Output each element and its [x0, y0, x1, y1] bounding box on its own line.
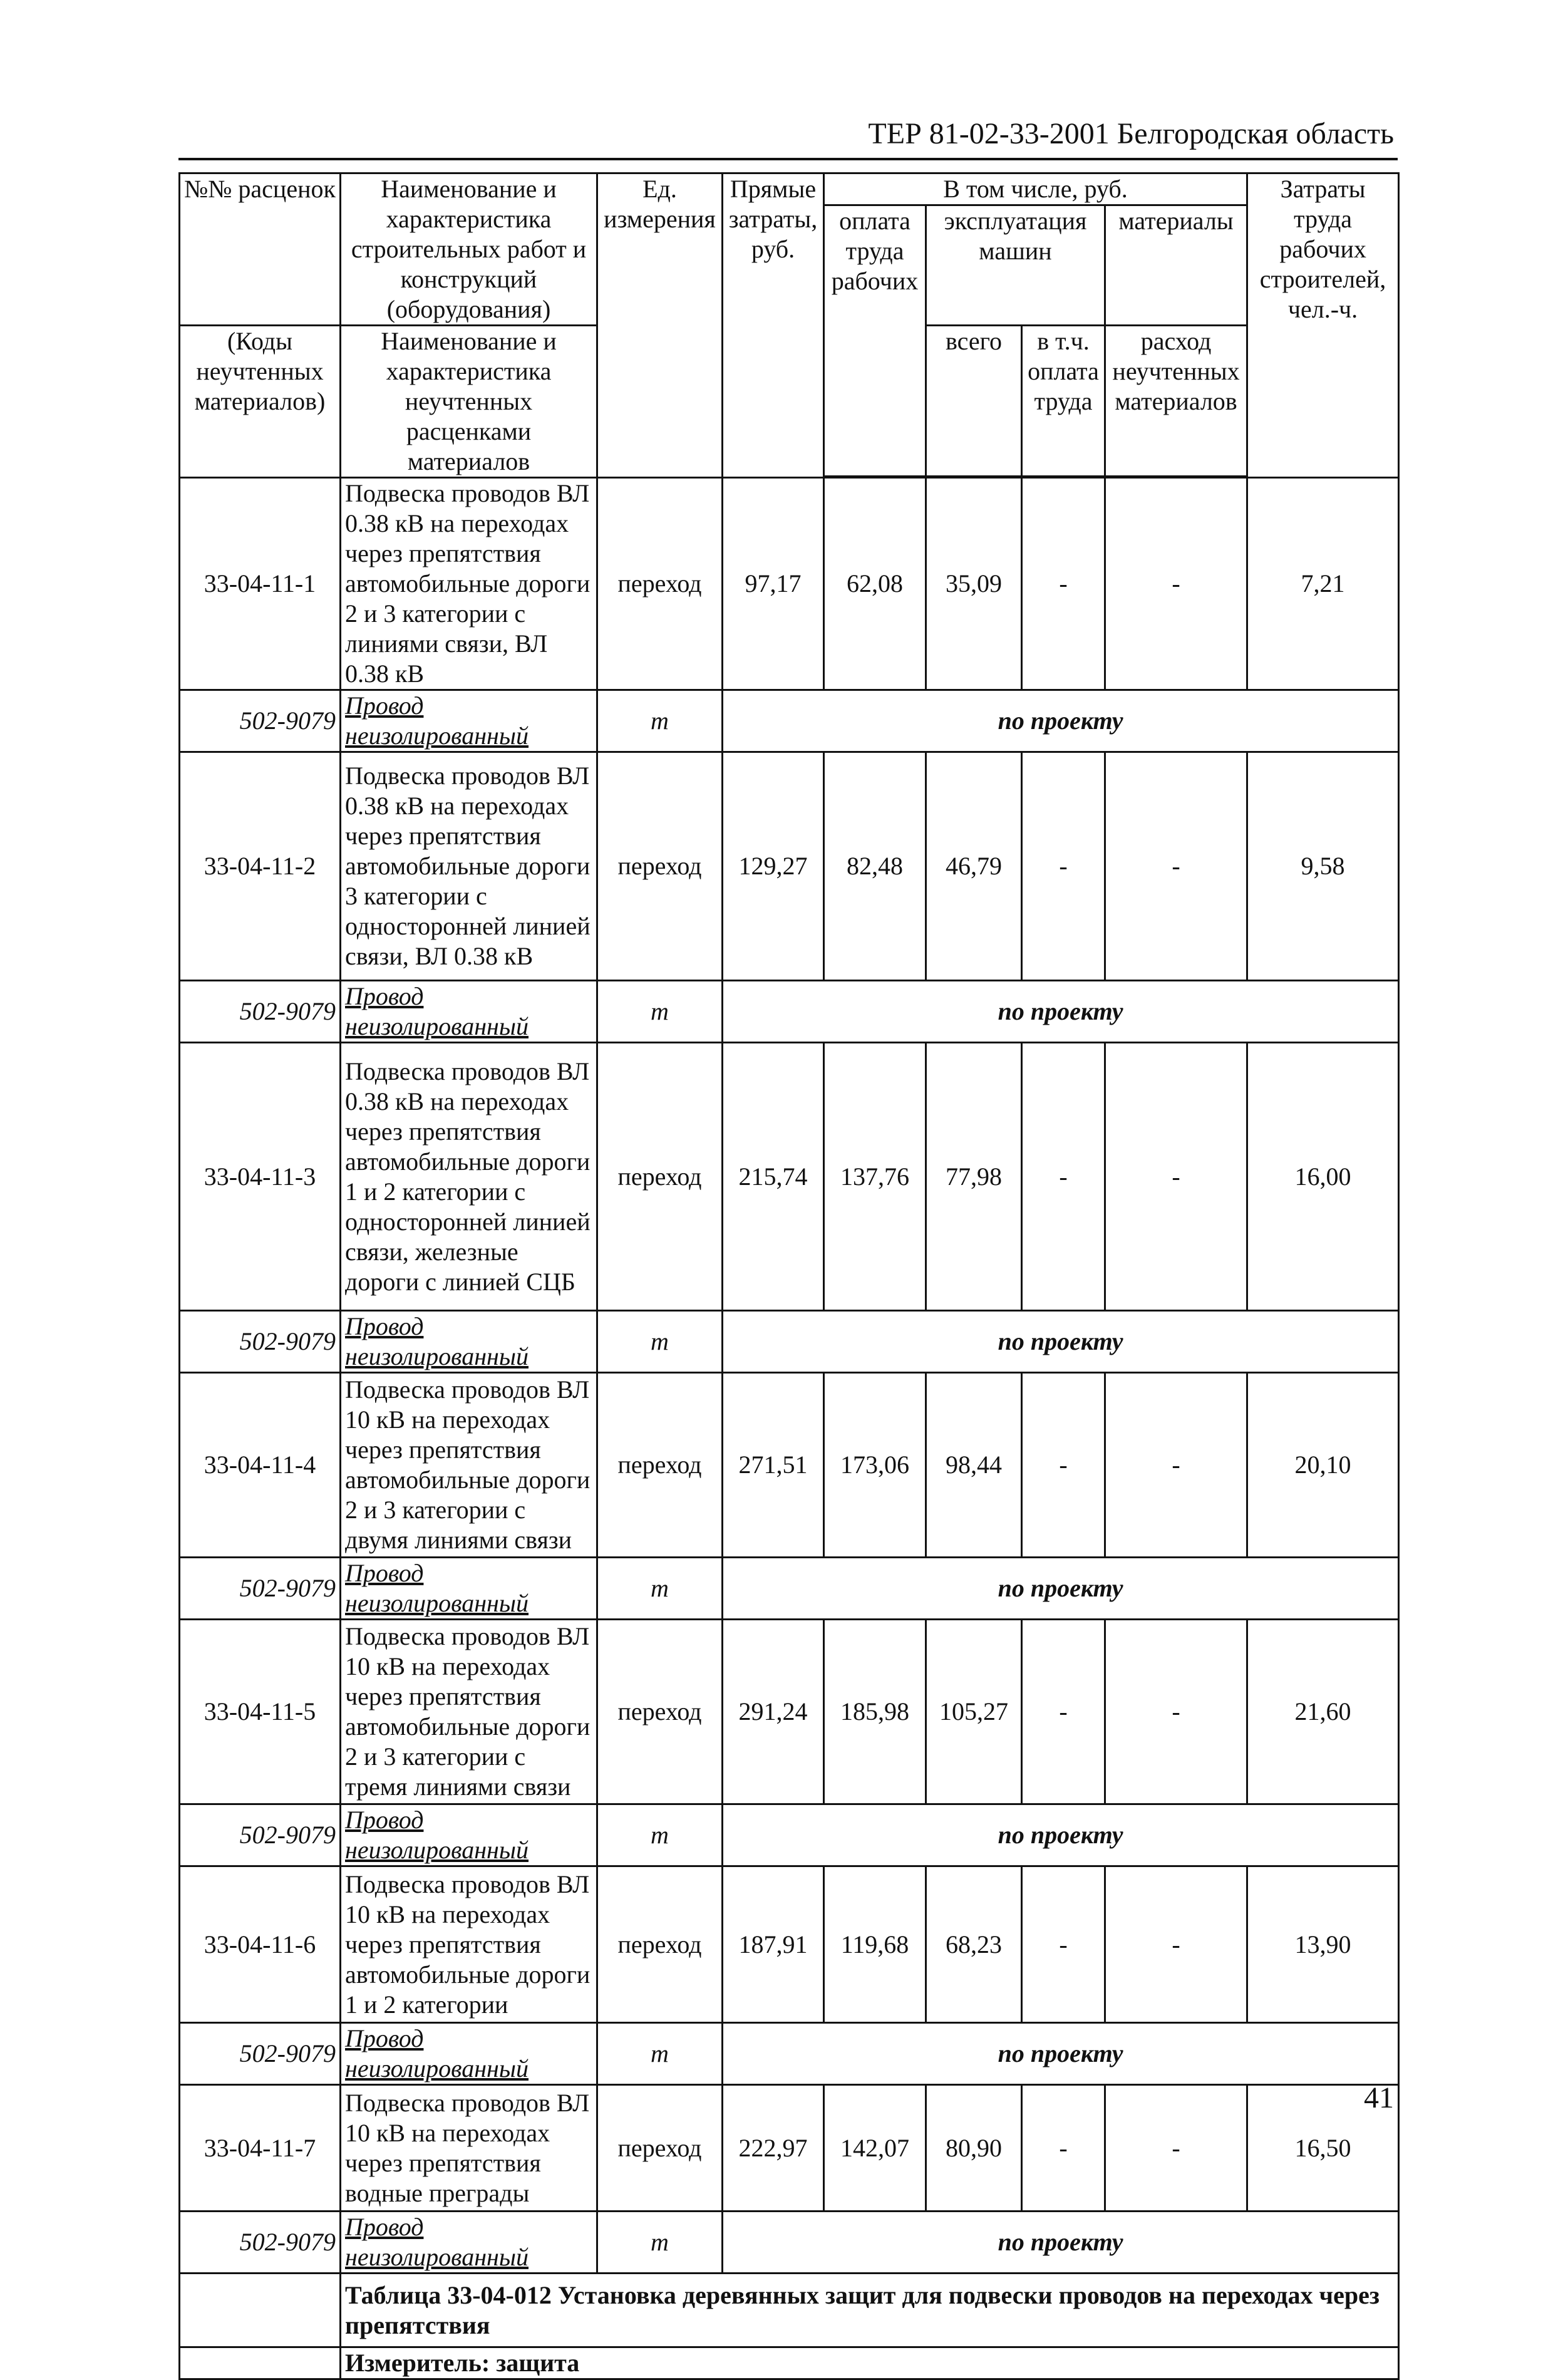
header-rule — [178, 158, 1398, 160]
rate-unit: переход — [597, 2085, 723, 2212]
direct-cost: 222,97 — [723, 2085, 824, 2212]
direct-cost: 215,74 — [723, 1043, 824, 1311]
header-materials-use: расход неучтенных материалов — [1105, 326, 1247, 477]
rate-name: Подвеска проводов ВЛ 10 кВ на переходах через препятствия автомобильные дороги 2 и 3 категории с двумя линиями связи — [341, 1373, 597, 1558]
labor-cost: 21,60 — [1247, 1620, 1399, 1804]
rate-name: Подвеска проводов ВЛ 10 кВ на переходах через препятствия автомобильные дороги 2 и 3 категории с тремя линиями связи — [341, 1620, 597, 1804]
rate-name: Подвеска проводов ВЛ 10 кВ на переходах через препятствия водные преграды — [341, 2085, 597, 2212]
material-row — [180, 2212, 1399, 2274]
header-materials: материалы — [1105, 205, 1247, 326]
machines-pay: - — [1022, 752, 1105, 981]
machines-pay: - — [1022, 478, 1105, 690]
header-labor-cost: Затраты труда рабочих строителей, чел.-ч. — [1247, 173, 1399, 478]
table-row — [180, 1373, 1399, 1558]
material-row — [180, 2023, 1399, 2085]
table-title-spacer — [180, 2274, 341, 2347]
table-row — [180, 1866, 1399, 2023]
material-row — [180, 1558, 1399, 1620]
rate-unit: переход — [597, 478, 723, 690]
material-name: Провод неизолированный — [341, 2212, 597, 2274]
labor-cost: 9,58 — [1247, 752, 1399, 981]
page-header: ТЕР 81-02-33-2001 Белгородская область — [868, 117, 1394, 150]
labor-pay: 82,48 — [824, 752, 926, 981]
table-row — [180, 1043, 1399, 1311]
rate-unit: переход — [597, 1043, 723, 1311]
material-note: по проекту — [723, 2212, 1399, 2274]
labor-cost: 13,90 — [1247, 1866, 1399, 2023]
header-row-1 — [180, 173, 1399, 205]
labor-pay: 137,76 — [824, 1043, 926, 1311]
measure-spacer — [180, 2347, 341, 2379]
material-name: Провод неизолированный — [341, 2023, 597, 2085]
material-name: Провод неизолированный — [341, 1558, 597, 1620]
material-unit: т — [597, 2023, 723, 2085]
machines-pay: - — [1022, 1866, 1105, 2023]
material-row — [180, 981, 1399, 1043]
rates-table — [178, 172, 1400, 2380]
rate-code: 33-04-11-1 — [180, 478, 341, 690]
direct-cost: 291,24 — [723, 1620, 824, 1804]
table-row — [180, 2085, 1399, 2212]
material-row — [180, 690, 1399, 752]
table-title-row — [180, 2274, 1399, 2347]
materials: - — [1105, 1373, 1247, 1558]
header-labor-pay: оплата труда рабочих — [824, 205, 926, 477]
rate-code: 33-04-11-7 — [180, 2085, 341, 2212]
header-direct: Прямые затраты, руб. — [723, 173, 824, 478]
machines-total: 80,90 — [926, 2085, 1022, 2212]
rate-unit: переход — [597, 752, 723, 981]
table-row — [180, 752, 1399, 981]
materials: - — [1105, 1866, 1247, 2023]
header-machines: эксплуатация машин — [926, 205, 1105, 326]
material-name: Провод неизолированный — [341, 981, 597, 1043]
labor-cost: 16,00 — [1247, 1043, 1399, 1311]
materials: - — [1105, 2085, 1247, 2212]
table-title: Таблица 33-04-012 Установка деревянных защит для подвески проводов на переходах через препятствия — [341, 2274, 1399, 2347]
machines-pay: - — [1022, 2085, 1105, 2212]
table-body — [180, 173, 1399, 2379]
material-unit: т — [597, 1558, 723, 1620]
rate-unit: переход — [597, 1373, 723, 1558]
rate-unit: переход — [597, 1866, 723, 2023]
header-code: №№ расценок — [180, 173, 341, 326]
header-incl: В том числе, руб. — [824, 173, 1247, 205]
measure-row — [180, 2347, 1399, 2379]
materials: - — [1105, 1620, 1247, 1804]
material-note: по проекту — [723, 690, 1399, 752]
material-unit: т — [597, 690, 723, 752]
material-note: по проекту — [723, 1311, 1399, 1373]
material-code: 502-9079 — [180, 981, 341, 1043]
machines-total: 46,79 — [926, 752, 1022, 981]
rate-code: 33-04-11-6 — [180, 1866, 341, 2023]
material-code: 502-9079 — [180, 690, 341, 752]
material-note: по проекту — [723, 1804, 1399, 1866]
labor-pay: 62,08 — [824, 478, 926, 690]
rate-name: Подвеска проводов ВЛ 0.38 кВ на переходах через препятствия автомобильные дороги 1 и 2 категории с односторонней линией связи, железные дороги с линией СЦБ — [341, 1043, 597, 1311]
labor-pay: 119,68 — [824, 1866, 926, 2023]
rate-code: 33-04-11-3 — [180, 1043, 341, 1311]
labor-pay: 185,98 — [824, 1620, 926, 1804]
material-unit: т — [597, 981, 723, 1043]
material-name: Провод неизолированный — [341, 1311, 597, 1373]
material-name: Провод неизолированный — [341, 1804, 597, 1866]
direct-cost: 129,27 — [723, 752, 824, 981]
measure-unit: Измеритель: защита — [341, 2347, 1399, 2379]
material-code: 502-9079 — [180, 1804, 341, 1866]
labor-pay: 173,06 — [824, 1373, 926, 1558]
machines-total: 98,44 — [926, 1373, 1022, 1558]
header-name: Наименование и характеристика строительных работ и конструкций (оборудования) — [341, 173, 597, 326]
material-code: 502-9079 — [180, 2023, 341, 2085]
direct-cost: 187,91 — [723, 1866, 824, 2023]
machines-pay: - — [1022, 1373, 1105, 1558]
rate-code: 33-04-11-4 — [180, 1373, 341, 1558]
table-row — [180, 1620, 1399, 1804]
rate-code: 33-04-11-5 — [180, 1620, 341, 1804]
material-code: 502-9079 — [180, 1558, 341, 1620]
material-code: 502-9079 — [180, 2212, 341, 2274]
labor-cost: 20,10 — [1247, 1373, 1399, 1558]
material-row — [180, 1804, 1399, 1866]
machines-total: 68,23 — [926, 1866, 1022, 2023]
material-name: Провод неизолированный — [341, 690, 597, 752]
header-unit: Ед. измерения — [597, 173, 723, 478]
material-note: по проекту — [723, 1558, 1399, 1620]
materials: - — [1105, 752, 1247, 981]
material-unit: т — [597, 1804, 723, 1866]
material-unit: т — [597, 2212, 723, 2274]
machines-pay: - — [1022, 1043, 1105, 1311]
machines-total: 105,27 — [926, 1620, 1022, 1804]
direct-cost: 271,51 — [723, 1373, 824, 1558]
header-name2: Наименование и характеристика неучтенных расценками материалов — [341, 326, 597, 478]
rate-name: Подвеска проводов ВЛ 10 кВ на переходах через препятствия автомобильные дороги 1 и 2 категории — [341, 1866, 597, 2023]
material-code: 502-9079 — [180, 1311, 341, 1373]
labor-cost: 16,50 — [1247, 2085, 1399, 2212]
machines-total: 35,09 — [926, 478, 1022, 690]
rate-unit: переход — [597, 1620, 723, 1804]
header-machines-total: всего — [926, 326, 1022, 477]
machines-pay: - — [1022, 1620, 1105, 1804]
table-row — [180, 478, 1399, 690]
material-note: по проекту — [723, 981, 1399, 1043]
rate-code: 33-04-11-2 — [180, 752, 341, 981]
materials: - — [1105, 478, 1247, 690]
material-row — [180, 1311, 1399, 1373]
machines-total: 77,98 — [926, 1043, 1022, 1311]
rate-name: Подвеска проводов ВЛ 0.38 кВ на переходах через препятствия автомобильные дороги 2 и 3 категории с линиями связи, ВЛ 0.38 кВ — [341, 478, 597, 690]
material-note: по проекту — [723, 2023, 1399, 2085]
materials: - — [1105, 1043, 1247, 1311]
rate-name: Подвеска проводов ВЛ 0.38 кВ на переходах через препятствия автомобильные дороги 3 категории с односторонней линией связи, ВЛ 0.38 кВ — [341, 752, 597, 981]
header-machines-pay: в т.ч. оплата труда — [1022, 326, 1105, 477]
material-unit: т — [597, 1311, 723, 1373]
labor-cost: 7,21 — [1247, 478, 1399, 690]
labor-pay: 142,07 — [824, 2085, 926, 2212]
page-number: 41 — [1364, 2081, 1394, 2114]
header-code2: (Коды неучтенных материалов) — [180, 326, 341, 478]
direct-cost: 97,17 — [723, 478, 824, 690]
